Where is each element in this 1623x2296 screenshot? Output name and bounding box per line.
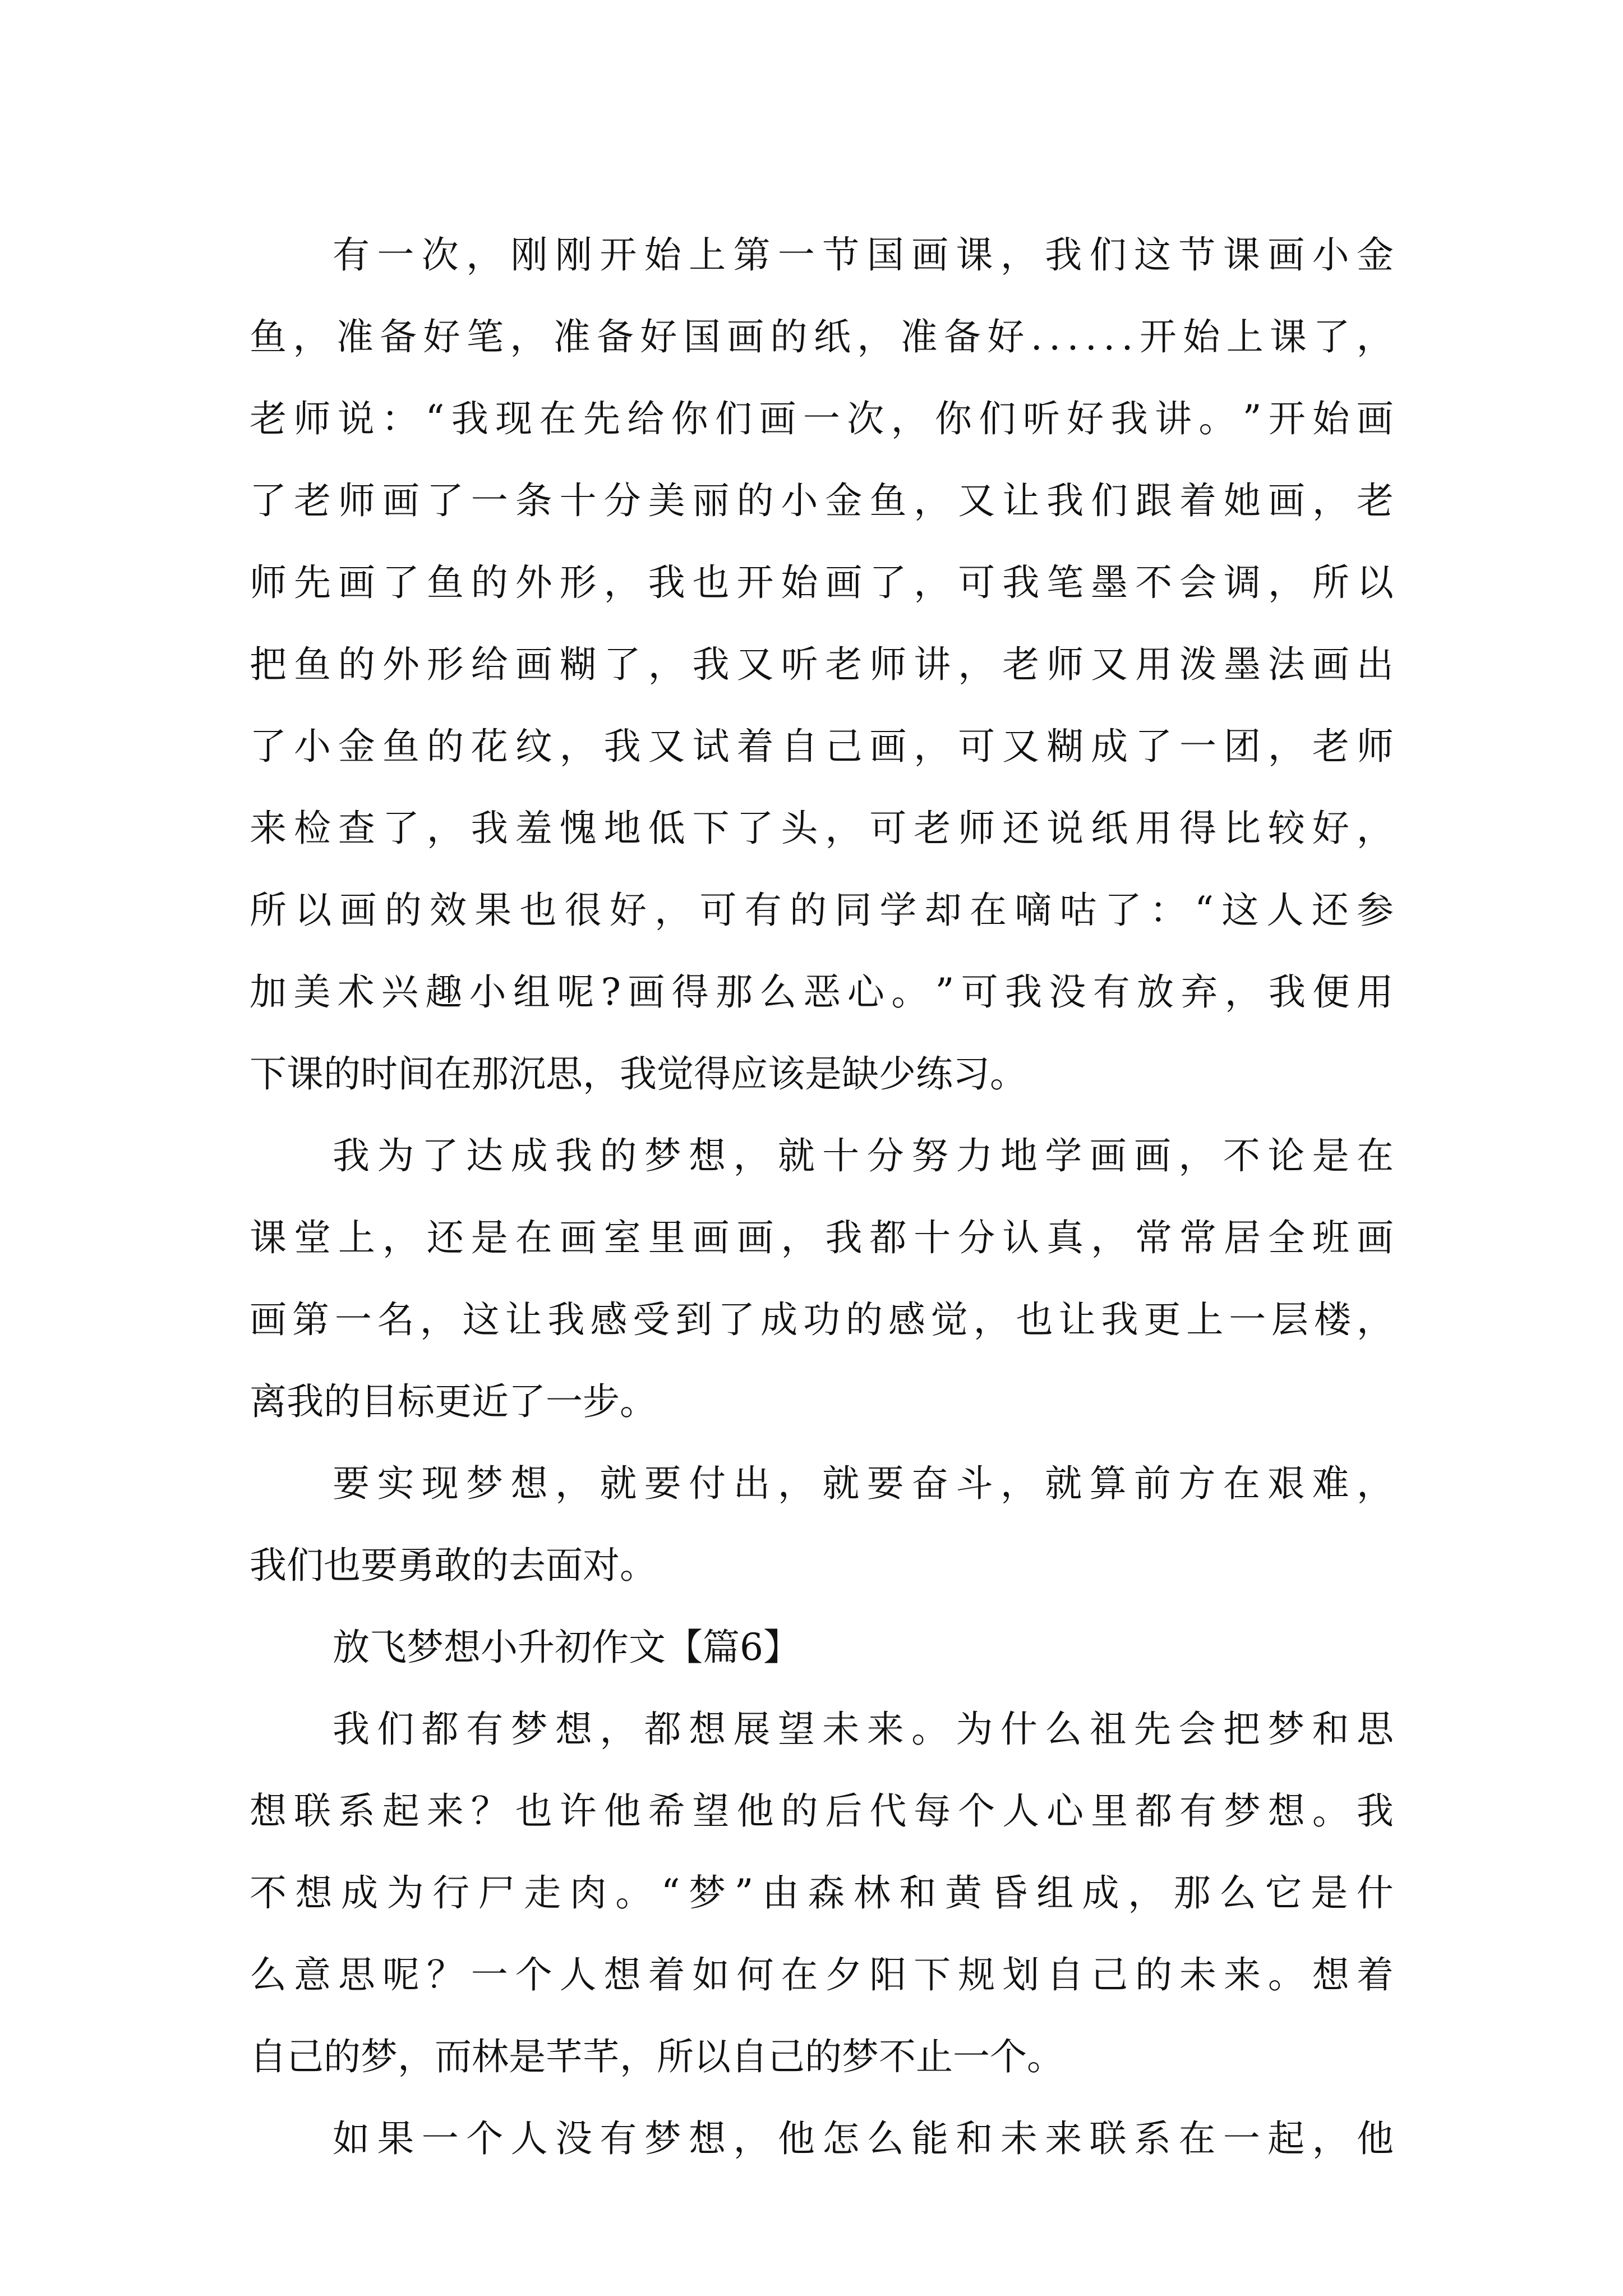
text-line: 有 一 次 ， 刚 刚 开 始 上 第 一 节 国 画 课 ， 我 们 这 节 课 画 小 金 (333, 233, 1394, 277)
text-line: 不 想 成 为 行 尸 走 肉 。 “ 梦 ” 由 森 林 和 黄 昏 组 成 ， 那 么 它 是 什 (250, 1871, 1394, 1915)
text-line: 加 美 术 兴 趣 小 组 呢 ? 画 得 那 么 恶 心 。 ” 可 我 没 有 放 弃 ， 我 便 用 (250, 970, 1394, 1014)
section-heading: 放飞梦想小升初作文【篇6】 (333, 1626, 800, 1669)
text-line: 么 意 思 呢 ？ 一 个 人 想 着 如 何 在 夕 阳 下 规 划 自 己 的 未 来 。 想 着 (250, 1953, 1394, 1996)
text-line: 鱼 ， 准 备 好 笔 ， 准 备 好 国 画 的 纸 ， 准 备 好 . . . . . . 开 始 上 课 了 ， (250, 315, 1394, 358)
text-line: 如 果 一 个 人 没 有 梦 想 ， 他 怎 么 能 和 未 来 联 系 在 一 起 ， 他 (333, 2117, 1394, 2160)
text-line: 我 为 了 达 成 我 的 梦 想 ， 就 十 分 努 力 地 学 画 画 ， 不 论 是 在 (333, 1134, 1394, 1177)
text-line: 把 鱼 的 外 形 给 画 糊 了 ， 我 又 听 老 师 讲 ， 老 师 又 用 泼 墨 法 画 出 (250, 643, 1394, 686)
essay-body (250, 214, 1394, 2180)
text-line: 画 第 一 名 ， 这 让 我 感 受 到 了 成 功 的 感 觉 ， 也 让 我 更 上 一 层 楼 ， (250, 1298, 1394, 1341)
text-line: 了 小 金 鱼 的 花 纹 ， 我 又 试 着 自 己 画 ， 可 又 糊 成 了 一 团 ， 老 师 (250, 725, 1394, 768)
text-line: 下课的时间在那沉思，我觉得应该是缺少练习。 (250, 1052, 1027, 1096)
text-line: 老 师 说 ： “ 我 现 在 先 给 你 们 画 一 次 ， 你 们 听 好 我 讲 。 ” 开 始 画 (250, 397, 1394, 440)
text-line: 我 们 都 有 梦 想 ， 都 想 展 望 未 来 。 为 什 么 祖 先 会 把 梦 和 思 (333, 1708, 1394, 1751)
text-line: 我们也要勇敢的去面对。 (250, 1544, 657, 1587)
text-line: 来 检 查 了 ， 我 羞 愧 地 低 下 了 头 ， 可 老 师 还 说 纸 用 得 比 较 好 ， (250, 807, 1394, 850)
text-line: 课 堂 上 ， 还 是 在 画 室 里 画 画 ， 我 都 十 分 认 真 ， 常 常 居 全 班 画 (250, 1216, 1394, 1259)
text-line: 要 实 现 梦 想 ， 就 要 付 出 ， 就 要 奋 斗 ， 就 算 前 方 在 艰 难 ， (333, 1462, 1394, 1505)
text-line: 了 老 师 画 了 一 条 十 分 美 丽 的 小 金 鱼 ， 又 让 我 们 跟 着 她 画 ， 老 (250, 479, 1394, 522)
text-line: 想 联 系 起 来 ？ 也 许 他 希 望 他 的 后 代 每 个 人 心 里 都 有 梦 想 。 我 (250, 1789, 1394, 1833)
text-line: 师 先 画 了 鱼 的 外 形 ， 我 也 开 始 画 了 ， 可 我 笔 墨 不 会 调 ， 所 以 (250, 561, 1394, 604)
text-line: 离我的目标更近了一步。 (250, 1380, 657, 1423)
text-line: 自己的梦，而林是芊芊，所以自己的梦不止一个。 (250, 2035, 1064, 2078)
text-line: 所 以 画 的 效 果 也 很 好 ， 可 有 的 同 学 却 在 嘀 咕 了 ： “ 这 人 还 参 (250, 889, 1394, 932)
